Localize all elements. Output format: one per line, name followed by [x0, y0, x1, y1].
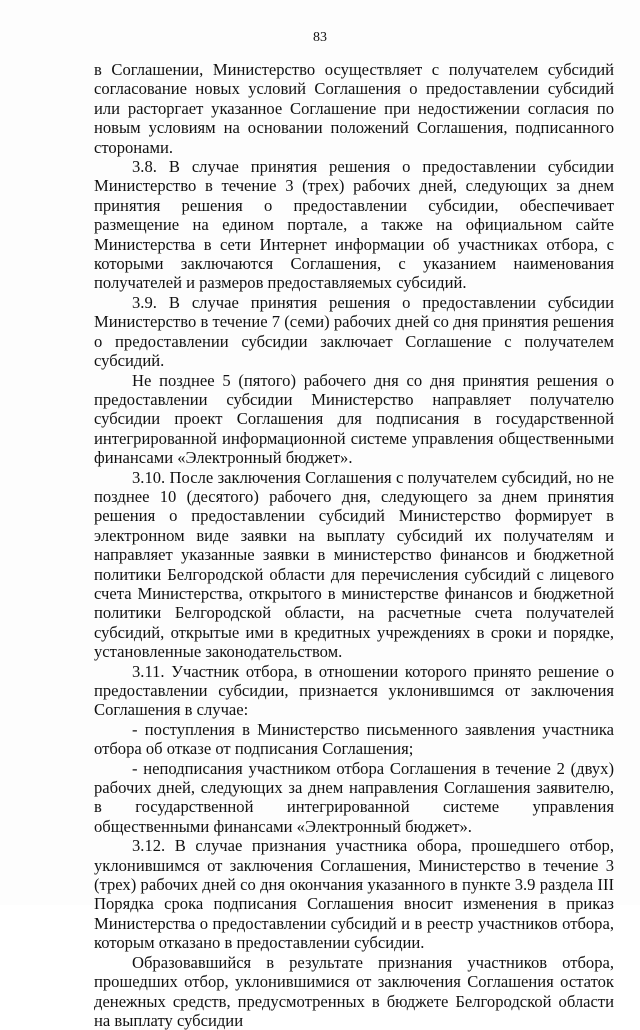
paragraph: в Соглашении, Министерство осуществляет с получателем субсидий согласование новых условий Соглашения о предоставлении субсидий или расторгает указанное Соглашение при недостижении согласия по новым условиям на основании положений Соглашения, подписанного сторонами. — [94, 60, 614, 157]
paragraph: Образовавшийся в результате признания участников отбора, прошедших отбор, уклонившимися от заключения Соглашения остаток денежных средств, предусмотренных в бюджете Белгородской области на выплату субсидии — [94, 952, 614, 1030]
list-item: - поступления в Министерство письменного заявления участника отбора об отказе от подписания Соглашения; — [94, 719, 614, 759]
paragraph-3-12: 3.12. В случае признания участника обора, прошедшего отбор, уклонившимся от заключения Соглашения, Министерство в течение 3 (трех) рабочих дней со дня окончания указанного в пункте 3.9 раздела III Порядка срока подписания Соглашения вносит изменения в приказ Министерства о предоставлении субсидий и в реестр участников отбора, которым отказано в предоставлении субсидии. — [94, 836, 614, 953]
list-item: - неподписания участником отбора Соглашения в течение 2 (двух) рабочих дней, следующих за днем направления Соглашения заявителю, в государственной интегрированной системе управления общественными финансами «Электронный бюджет». — [94, 758, 614, 836]
document-body — [94, 60, 614, 1030]
paragraph-3-11: 3.11. Участник отбора, в отношении которого принято решение о предоставлении субсидии, признается уклонившимся от заключения Соглашения в случае: — [94, 661, 614, 720]
page-number: 83 — [313, 30, 327, 45]
paragraph-3-9: 3.9. В случае принятия решения о предоставлении субсидии Министерство в течение 7 (семи) рабочих дней со дня принятия решения о предоставлении субсидии заключает Соглашение с получателем субсидий. — [94, 292, 614, 371]
paragraph-3-8: 3.8. В случае принятия решения о предоставлении субсидии Министерство в течение 3 (трех) рабочих дней, следующих за днем принятия решения о предоставлении субсидии, обеспечивает размещение на едином портале, а также на официальном сайте Министерства в сети Интернет информации об участниках отбора, с которыми заключаются Соглашения, с указанием наименования получателей и размеров предоставляемых субсидий. — [94, 157, 614, 293]
paragraph-3-10: 3.10. После заключения Соглашения с получателем субсидий, но не позднее 10 (десятого) рабочего дня, следующего за днем принятия решения о предоставлении субсидий Министерство формирует в электронном виде заявки на выплату субсидий их получателям и направляет указанные заявки в министерство финансов и бюджетной политики Белгородской области для перечисления субсидий с лицевого счета Министерства, открытого в министерстве финансов и бюджетной политики Белгородской области, на расчетные счета получателей субсидий, открытые ими в кредитных учреждениях в сроки и порядке, установленные законодательством. — [94, 467, 614, 662]
paragraph: Не позднее 5 (пятого) рабочего дня со дня принятия решения о предоставлении субсидии Министерство направляет получателю субсидии проект Соглашения для подписания в государственной интегрированной информационной системе управления общественными финансами «Электронный бюджет». — [94, 370, 614, 468]
